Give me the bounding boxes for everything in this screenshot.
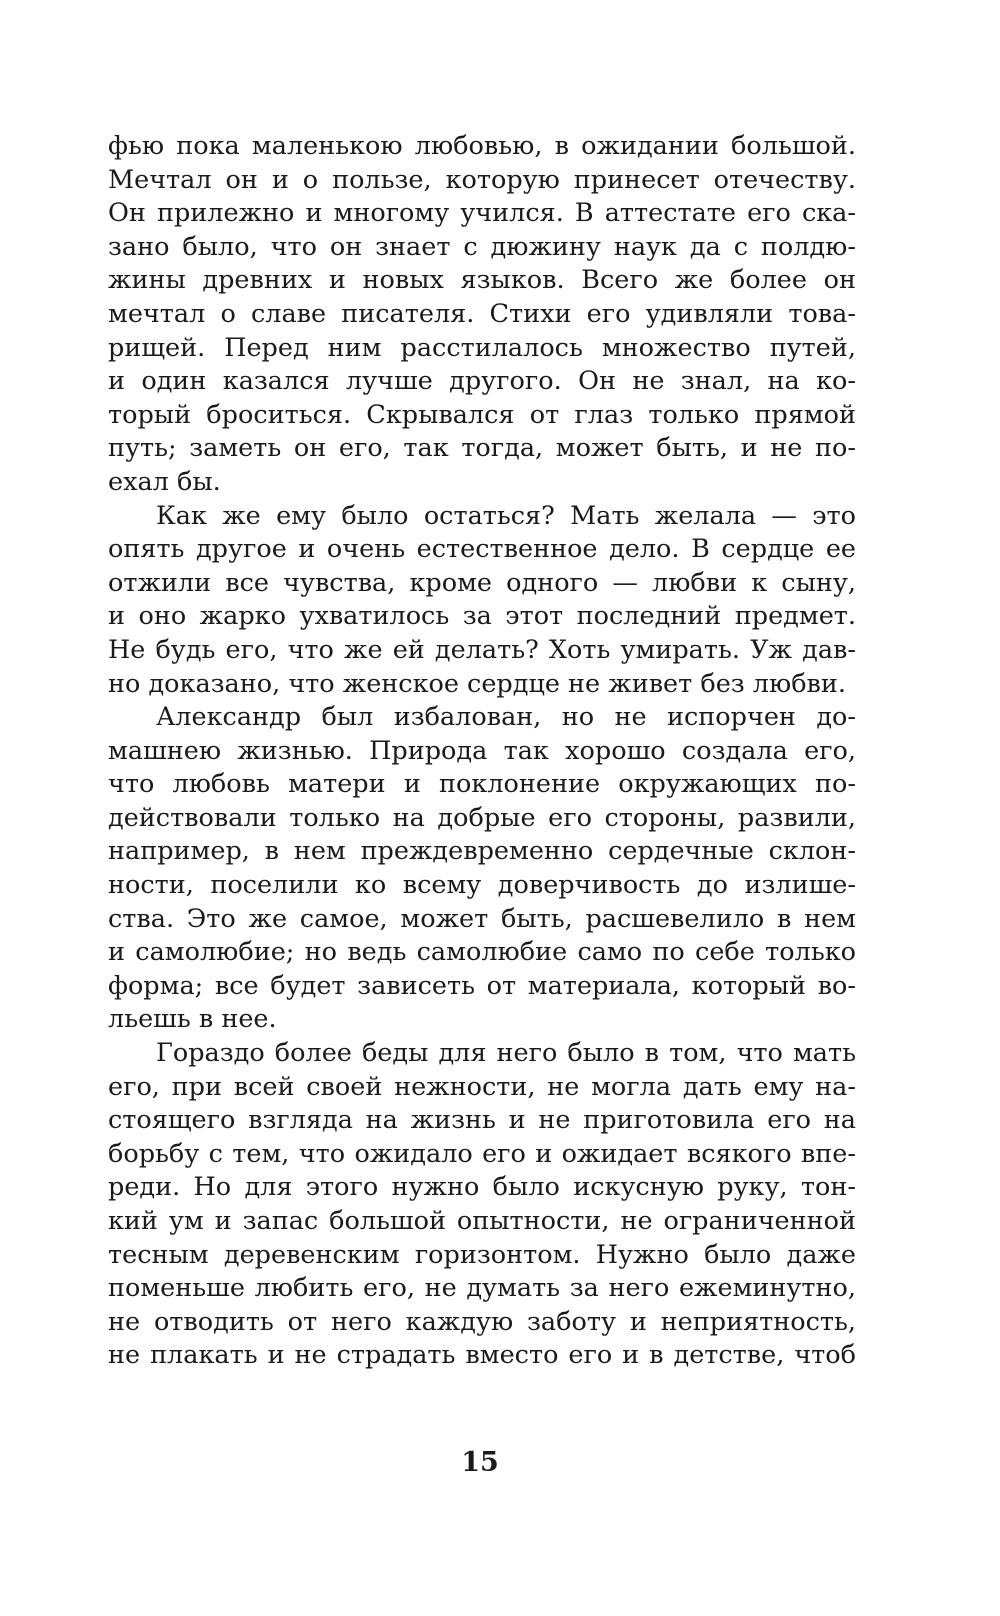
text-line: рищей. Перед ним расстилалось множество путей, (108, 332, 856, 363)
text-line: и один казался лучше другого. Он не знал, на ко- (108, 366, 856, 397)
text-line: жины древних и новых языков. Всего же более он (108, 265, 856, 296)
text-line: не плакать и не страдать вместо его и в детстве, чтоб (108, 1340, 856, 1371)
paragraph (108, 701, 856, 1037)
text-line: его, при всей своей нежности, не могла дать ему на- (108, 1071, 856, 1102)
body-text (108, 130, 856, 1373)
text-line: фью пока маленькою любовью, в ожидании большой. (108, 131, 856, 161)
text-line: ности, поселили ко всему доверчивость до излише- (108, 870, 856, 901)
text-line: Он прилежно и многому учился. В аттестате его ска- (108, 198, 856, 229)
text-line: Не будь его, что же ей делать? Хоть умирать. Уж дав- (108, 634, 856, 665)
text-line: что любовь матери и поклонение окружающих по- (108, 769, 856, 800)
text-line: торый броситься. Скрывался от глаз только прямой (108, 399, 856, 430)
text-line: борьбу с тем, что ожидало его и ожидает всякого впе- (108, 1138, 856, 1169)
text-line: ехал бы. (108, 466, 221, 497)
paragraph (108, 130, 856, 500)
text-line: Мечтал он и о пользе, которую принесет отечеству. (108, 164, 856, 195)
text-line: путь; заметь он его, так тогда, может быть, и не по- (108, 433, 856, 464)
page-number: 15 (461, 1447, 499, 1478)
text-line: поменьше любить его, не думать за него ежеминутно, (108, 1273, 856, 1304)
text-line: Александр был избалован, но не испорчен до- (156, 702, 856, 733)
text-line: кий ум и запас большой опытности, не ограниченной (108, 1206, 856, 1236)
text-line: и самолюбие; но ведь самолюбие само по себе только (108, 937, 856, 968)
text-line: но доказано, что женское сердце не живет без любви. (108, 668, 847, 699)
text-line: Гораздо более беды для него было в том, что мать (156, 1038, 856, 1069)
text-line: тесным деревенским горизонтом. Нужно было даже (108, 1239, 856, 1270)
text-line: льешь в нее. (108, 1004, 277, 1035)
text-line: опять другое и очень естественное дело. В сердце ее (108, 534, 856, 565)
text-line: ства. Это же самое, может быть, расшевелило в нем (108, 903, 856, 934)
text-line: стоящего взгляда на жизнь и не приготовила его на (108, 1105, 856, 1136)
paragraph (108, 1037, 856, 1373)
text-line: мечтал о славе писателя. Стихи его удивляли това- (108, 298, 856, 329)
text-line: форма; все будет зависеть от материала, который во- (108, 970, 856, 1001)
text-line: отжили все чувства, кроме одного — любви к сыну, (108, 567, 856, 598)
text-line: машнею жизнью. Природа так хорошо создала его, (108, 735, 856, 766)
text-line: Как же ему было остаться? Мать желала — это (156, 500, 856, 531)
text-line: действовали только на добрые его стороны, развили, (108, 802, 856, 833)
text-line: реди. Но для этого нужно было искусную руку, тон- (108, 1172, 856, 1203)
text-line: например, в нем преждевременно сердечные склон- (108, 836, 856, 867)
paragraph (108, 500, 856, 702)
text-line: не отводить от него каждую заботу и неприятность, (108, 1306, 856, 1337)
text-line: зано было, что он знает с дюжину наук да с полдю- (108, 231, 856, 262)
text-line: и оно жарко ухватилось за этот последний предмет. (108, 601, 856, 632)
